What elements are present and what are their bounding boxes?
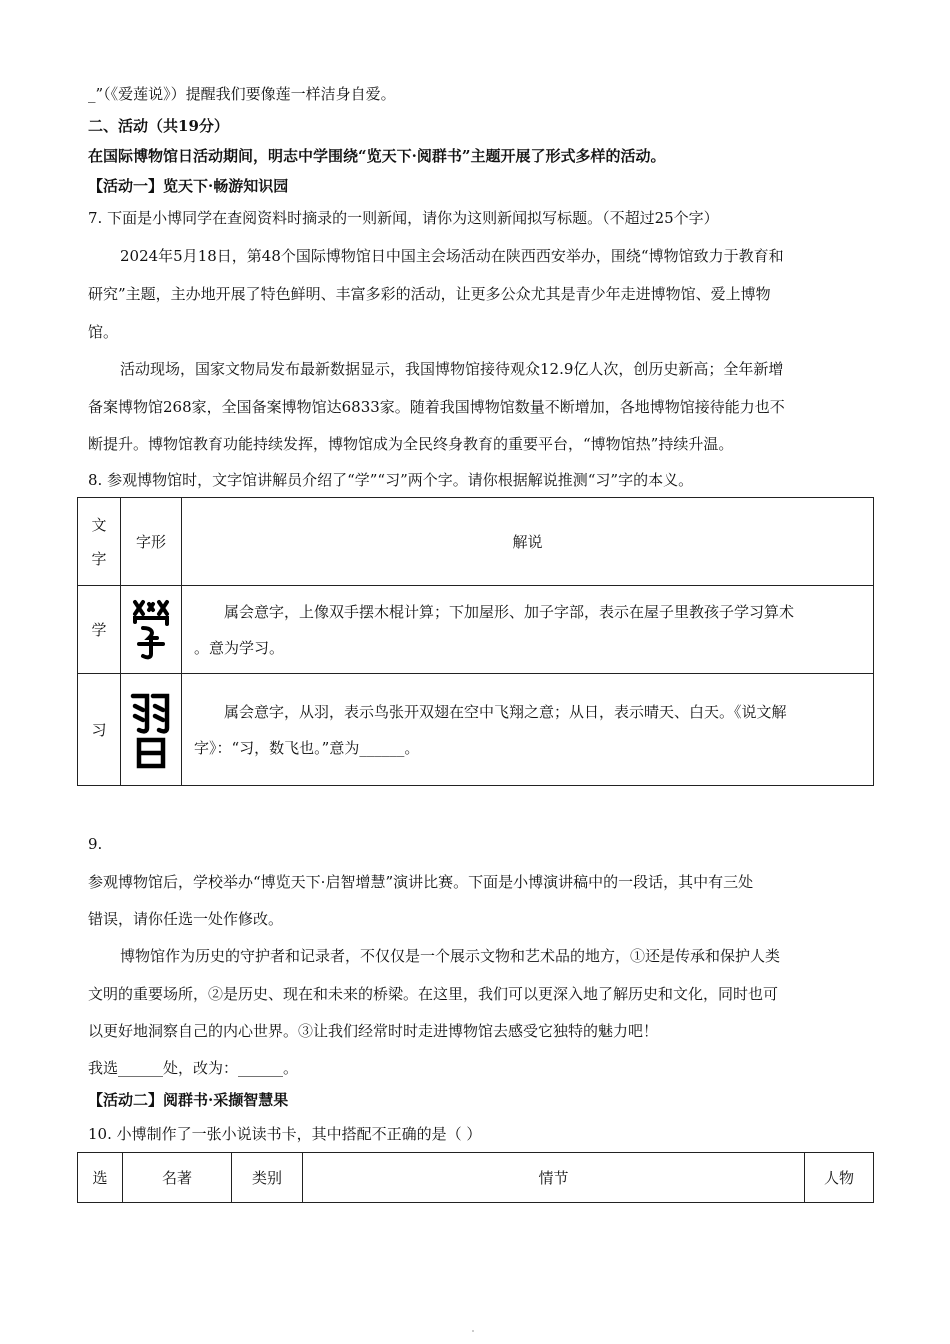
- seal-script-xi-image: [121, 688, 181, 772]
- page-speck: [472, 1330, 474, 1332]
- top-line: _”（《爱莲说》）提醒我们要像莲一样洁身自爱。: [88, 85, 396, 103]
- activities-intro: 在国际博物馆日活动期间，明志中学围绕“览天下·阅群书”主题开展了形式多样的活动。: [88, 147, 666, 165]
- header-character-b: 字: [91, 549, 107, 568]
- row-explanation: [182, 586, 874, 674]
- header-character-a: 文: [91, 515, 107, 534]
- explanation-xue-line-2: 。意为学习。: [194, 638, 285, 657]
- row-glyph-cell: [121, 674, 182, 786]
- seal-script-xi-svg: [129, 688, 173, 772]
- header-glyph: 字形: [121, 498, 182, 586]
- news-paragraph-1-line-1: 2024年5月18日，第48个国际博物馆日中国主会场活动在陕西西安举办，围绕“博物馆致力于教育和: [120, 247, 784, 265]
- question-9-answer-line: 我选______处，改为：______。: [88, 1059, 299, 1077]
- table-row: [78, 586, 874, 674]
- question-10-stem: 10. 小博制作了一张小说读书卡，其中搭配不正确的是（ ）: [88, 1125, 482, 1143]
- header-book: 名著: [123, 1153, 232, 1203]
- table-row: [78, 674, 874, 786]
- seal-script-xue-svg: [129, 598, 173, 662]
- header-character-name: 人物: [805, 1153, 874, 1203]
- section-title: 二、活动（共19分）: [88, 117, 229, 135]
- news-paragraph-1-line-3: 馆。: [88, 323, 119, 341]
- news-paragraph-2-line-2: 备案博物馆268家，全国备案博物馆达6833家。随着我国博物馆数量不断增加，各地博物馆接待能力也不: [88, 398, 785, 416]
- news-paragraph-2-line-3: 断提升。博物馆教育功能持续发挥，博物馆成为全民终身教育的重要平台，“博物馆热”持续升温。: [88, 435, 734, 453]
- header-plot: 情节: [303, 1153, 805, 1203]
- table-header-row: [78, 1153, 874, 1203]
- speech-line-1: 博物馆作为历史的守护者和记录者，不仅仅是一个展示文物和艺术品的地方，①还是传承和保护人类: [120, 947, 781, 965]
- question-7-stem: 7. 下面是小博同学在查阅资料时摘录的一则新闻，请你为这则新闻拟写标题。（不超过25个字）: [88, 209, 719, 227]
- speech-line-3: 以更好地洞察自己的内心世界。③让我们经常时时走进博物馆去感受它独特的魅力吧！: [88, 1022, 659, 1040]
- header-explanation: 解说: [182, 498, 874, 586]
- speech-line-2: 文明的重要场所，②是历史、现在和未来的桥梁。在这里，我们可以更深入地了解历史和文化，同时也可: [88, 985, 779, 1003]
- explanation-xi-line-2: 字》：“习，数飞也。”意为______。: [194, 738, 420, 757]
- news-paragraph-1-line-2: 研究”主题，主办地开展了特色鲜明、丰富多彩的活动，让更多公众尤其是青少年走进博物馆、爱上博物: [88, 285, 771, 303]
- row-character: 习: [78, 674, 121, 786]
- table-header-row: [78, 498, 874, 586]
- header-character: [78, 498, 121, 586]
- question-9-number: 9.: [88, 835, 103, 853]
- question-9-stem-line-1: 参观博物馆后，学校举办“博览天下·启智增慧”演讲比赛。下面是小博演讲稿中的一段话，其中有三处: [88, 873, 754, 891]
- header-genre: 类别: [232, 1153, 303, 1203]
- row-glyph-cell: [121, 586, 182, 674]
- row-character: 学: [78, 586, 121, 674]
- question-9-stem-line-2: 错误，请你任选一处作修改。: [88, 910, 284, 928]
- question-8-stem: 8. 参观博物馆时，文字馆讲解员介绍了“学”“习”两个字。请你根据解说推测“习”字的本义。: [88, 471, 694, 489]
- explanation-xi-line-1: 属会意字，从羽，表示鸟张开双翅在空中飞翔之意；从日，表示晴天、白天。《说文解: [224, 702, 787, 721]
- news-paragraph-2-line-1: 活动现场，国家文物局发布最新数据显示，我国博物馆接待观众12.9亿人次，创历史新高；全年新增: [120, 360, 784, 378]
- seal-script-xue-image: [121, 598, 181, 662]
- header-option: 选: [78, 1153, 123, 1203]
- row-explanation: [182, 674, 874, 786]
- character-explanation-table: [77, 497, 874, 786]
- activity-one-heading: 【活动一】览天下·畅游知识园: [88, 177, 289, 195]
- activity-two-heading: 【活动二】阅群书·采撷智慧果: [88, 1091, 289, 1109]
- reading-card-table: [77, 1152, 874, 1203]
- explanation-xue-line-1: 属会意字，上像双手摆木棍计算；下加屋形、加子字部，表示在屋子里教孩子学习算术: [224, 602, 795, 621]
